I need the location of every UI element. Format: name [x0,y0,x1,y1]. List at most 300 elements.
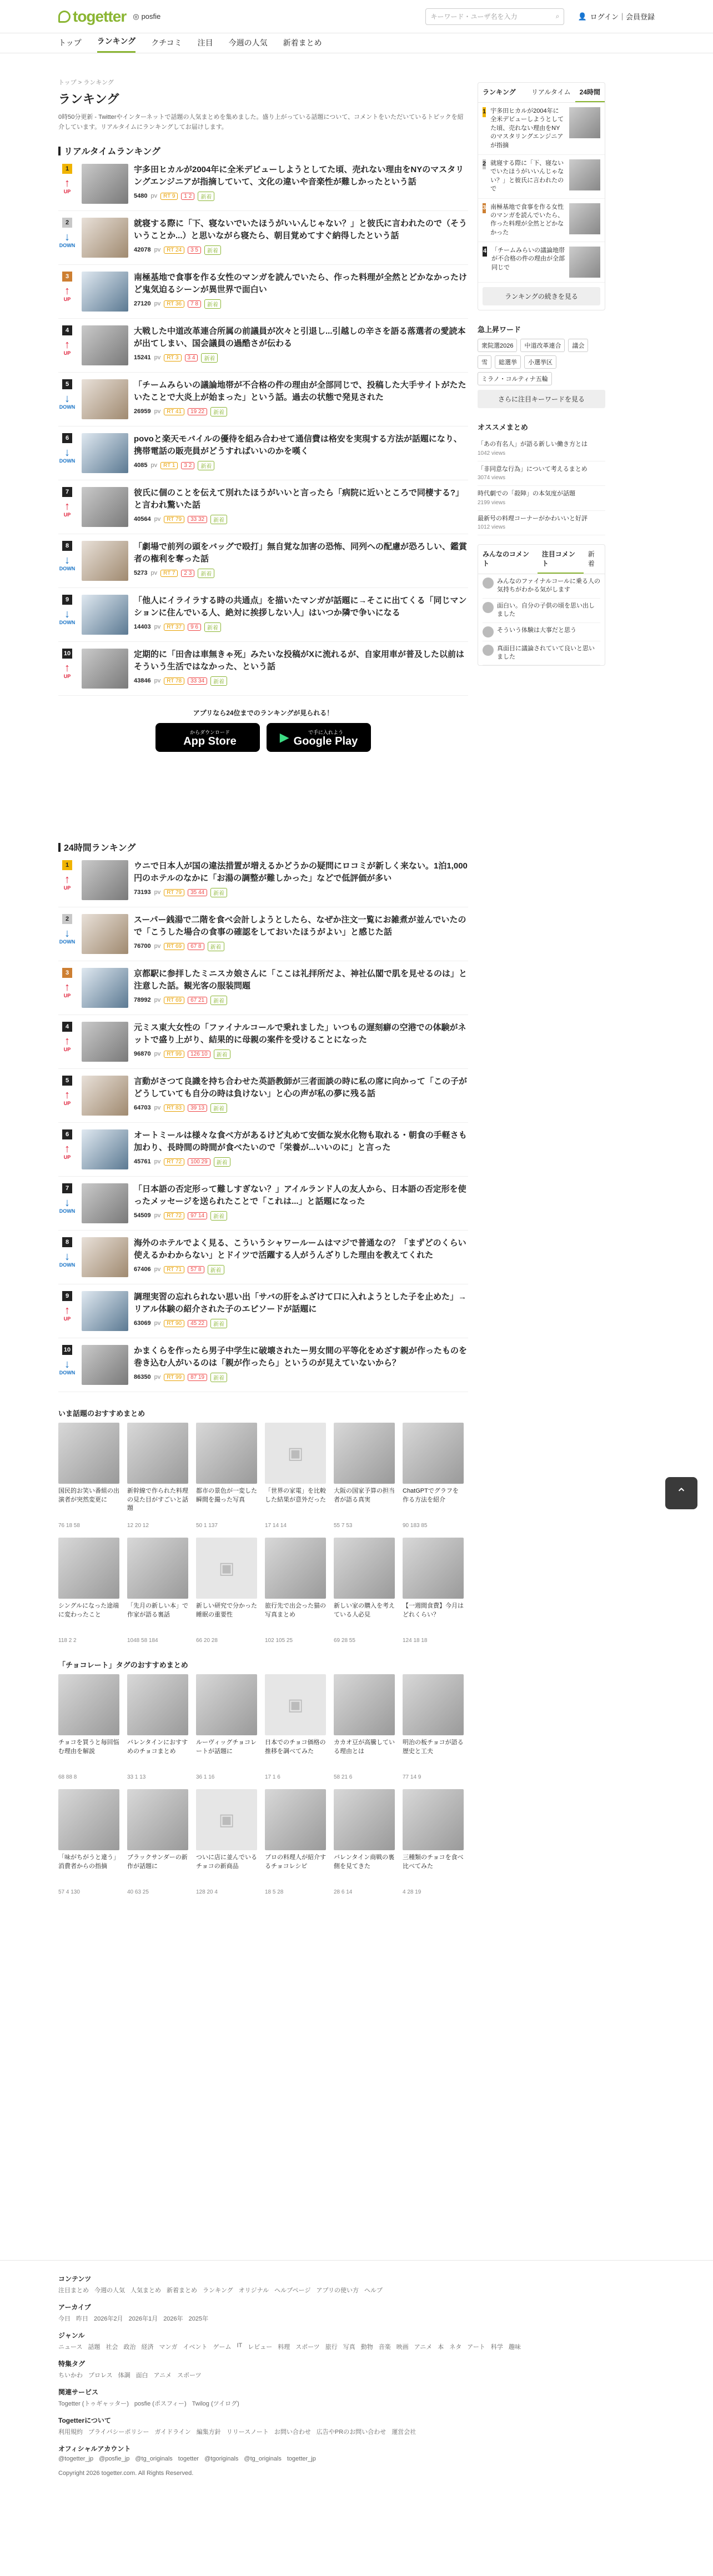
footer-link[interactable]: マンガ [159,2344,178,2351]
footer-link[interactable]: togetter [178,2456,199,2462]
footer-link[interactable]: 運営会社 [391,2429,416,2436]
login-button[interactable] [578,11,655,22]
view-count: 5273 [134,570,148,577]
comments-tab-new[interactable]: 新着 [588,550,595,568]
card-title[interactable]: ChatGPTでグラフを作る方法を紹介 [403,1488,459,1503]
footer-link[interactable]: @posfie_jp [99,2456,130,2462]
ranking-title[interactable]: 宇多田ヒカルが2004年に全米デビューしようとしてた頃、売れない理由をNYのマスタリングエンジニアが指摘していて、文化の違いや音楽性が難しかったという話 [134,165,464,187]
ranking-title[interactable]: 言動がさつて良識を持ち合わせた英語教師が三者面談の時に私の席に向かって「この子がどうしていても自分の時は負けない」と心の声が私の夢に残る話 [134,1077,468,1098]
rank-col [58,164,76,204]
matome-card[interactable] [58,1538,119,1644]
footer-link[interactable]: スポーツ [177,2372,202,2379]
down-label: DOWN [59,939,76,945]
footer-link[interactable]: レビュー [248,2344,273,2351]
footer-link[interactable]: 昨日 [76,2316,88,2322]
footer-link[interactable]: togetter_jp [287,2456,316,2462]
googleplay-big: Google Play [293,735,358,747]
footer-link[interactable]: 2026年2月 [94,2316,123,2322]
thumbnail[interactable] [82,379,128,419]
thumbnail[interactable] [82,649,128,689]
footer-link[interactable]: @tgoriginals [204,2456,239,2462]
matome-card[interactable] [127,1674,188,1780]
comment-item[interactable] [483,574,600,599]
card-image[interactable] [196,1674,257,1735]
matome-card[interactable] [265,1538,326,1644]
footer-link[interactable]: 音楽 [378,2344,391,2351]
ranking-item[interactable] [58,319,468,373]
ranking-title[interactable]: 京都駅に参拝したミニスカ娘さんに「ここは礼拝所だよ、神社仏閣で肌を見せるのは」と注意した話。観光客の服装問題 [134,969,468,991]
keyword-chip[interactable]: 中道改革連合 [520,339,565,352]
osusume-title[interactable]: 時代劇での「殺陣」の本気度が話題 [478,490,575,498]
footer-link[interactable]: 政治 [123,2344,136,2351]
card-title[interactable]: 【一週間食費】今月はどれくらい？ [403,1603,464,1618]
ranking-item[interactable] [58,1338,468,1392]
card-title[interactable]: 国民的お笑い番組の出演者が突然変更に [58,1488,119,1503]
card-title[interactable]: プロの料理人が紹介するチョコレシピ [265,1854,326,1870]
daily-ranking-list [58,853,468,1392]
card-image[interactable] [196,1789,257,1850]
card-image[interactable] [403,1674,464,1735]
ranking-item[interactable] [58,1069,468,1123]
footer-link[interactable]: 旅行 [325,2344,338,2351]
side-tab-24h[interactable]: 24時間 [575,83,605,102]
card-image[interactable] [127,1674,188,1735]
rank-number: 3 [62,968,72,978]
card-title[interactable]: チョコを買うと毎回悩む理由を解説 [58,1739,119,1755]
ranking-item[interactable] [58,373,468,426]
thumbnail[interactable] [82,218,128,258]
comment-text: 面白い。自分の子供の頃を思い出しました [497,602,595,618]
ranking-title[interactable]: スーパー銭湯で二階を食べ会計しようとしたら、なぜか注文一覧にお雑煮が並んでいたので「こうした場合の食事の確認をしておいたほうがよい」と感じた話 [134,915,466,937]
footer-link[interactable]: 利用規約 [58,2429,83,2436]
footer-link[interactable]: アート [467,2344,485,2351]
footer-link[interactable]: オリジナル [238,2287,269,2294]
rank-col [58,1237,76,1277]
footer-link[interactable]: 2025年 [188,2316,209,2322]
rank-col [58,649,76,689]
footer-link[interactable]: 2026年1月 [128,2316,158,2322]
rank-down-badge [59,608,76,626]
footer-link[interactable]: リリースノート [226,2429,269,2436]
card-title[interactable]: ルーヴィッグチョコレートが話題に [196,1739,257,1755]
card-image[interactable] [127,1789,188,1850]
ranking-item[interactable] [58,1284,468,1338]
card-image[interactable] [58,1423,119,1484]
footer-section-head: コンテンツ [58,2275,92,2283]
card-image[interactable] [196,1423,257,1484]
rank-up-badge [64,662,71,680]
matome-card[interactable] [196,1538,257,1644]
card-title[interactable]: 「世界の家電」を比較した結果が意外だった [265,1488,326,1503]
card-title[interactable]: 「先月の新しい本」で作家が語る裏話 [127,1603,188,1618]
footer-link[interactable]: ヘルプ [364,2287,383,2294]
footer-link[interactable]: 編集方針 [196,2429,221,2436]
footer-link[interactable]: ランキング [203,2287,233,2294]
thumbnail[interactable] [82,595,128,635]
ranking-title[interactable]: 南極基地で食事を作る女性のマンガを読んでいたら、作った料理が全然とどかなかったけど鬼気迫るシーンが異世界で面白い [134,273,468,294]
keyword-chip[interactable]: 雪 [478,355,491,369]
rank-number: 5 [62,1076,72,1086]
page-title: ランキング [58,92,119,106]
thumbnail[interactable] [82,1076,128,1116]
ranking-tag: 新着 [210,1319,227,1328]
card-title[interactable]: 「味がちがうと違う」消費者からの指摘 [58,1854,119,1870]
footer-link[interactable]: Twilog (ツイログ) [192,2401,239,2407]
side-ranking-title[interactable]: 宇多田ヒカルが2004年に全米デビューしようとしてた頃、売れない理由をNYのマスタリングエンジニアが指摘 [490,108,564,149]
matome-card[interactable] [127,1423,188,1529]
footer-link[interactable]: 本 [438,2344,444,2351]
rank-down-badge [59,446,76,464]
tab-chumoku[interactable]: 注目 [197,38,213,47]
matome-card[interactable] [196,1674,257,1780]
ranking-title[interactable]: 「日本語の否定形って難しすぎない？」アイルランド人の友人から、日本語の否定形を使ったメッセージを送られたことで「これは...」と話題になった [134,1184,466,1206]
matome-card[interactable] [196,1789,257,1895]
card-title[interactable]: 日本でのチョコ価格の推移を調べてみた [265,1739,326,1755]
card-title[interactable]: 三種類のチョコを食べ比べてみた [403,1854,464,1870]
card-title[interactable]: カカオ豆が高騰している理由とは [334,1739,395,1755]
osusume-title[interactable]: 「非同意な行為」について考えるまとめ [478,465,588,473]
footer-link[interactable]: 経済 [141,2344,154,2351]
footer-link[interactable]: IT [237,2342,243,2349]
arrow-down-icon: ↓ [64,608,70,621]
ranking-tag: RT 69 [164,997,184,1004]
daily-title: 24時間ランキング [64,843,136,853]
ranking-tag: 新着 [208,942,224,951]
card-meta: 28 6 14 [334,1889,353,1896]
side-tab-realtime[interactable]: リアルタイム [531,88,571,96]
ranking-body [134,541,468,581]
side-ranking-item[interactable] [478,103,605,155]
ranking-item[interactable] [58,426,468,480]
footer-link[interactable]: 広告やPRのお問い合わせ [316,2429,386,2436]
posfie-label: posfie [141,12,161,21]
ranking-item[interactable] [58,1123,468,1177]
matome-card[interactable] [334,1423,395,1529]
comment-item[interactable] [483,641,600,666]
thumbnail[interactable] [82,968,128,1008]
card-image[interactable] [334,1538,395,1599]
thumbnail[interactable] [82,164,128,204]
footer-link[interactable]: スポーツ [295,2344,320,2351]
rank-col [58,379,76,419]
side-ranking-item[interactable] [478,155,605,199]
views-unit: pv [154,1266,161,1273]
rank-up-badge [64,1035,71,1053]
ranking-tag: RT 79 [164,516,184,523]
footer-link[interactable]: アニメ [414,2344,433,2351]
footer-link[interactable]: 体調 [118,2372,130,2379]
footer-link[interactable]: ネタ [449,2344,462,2351]
ranking-title[interactable]: 「他人にイライラする時の共通点」を描いたマンガが話題に→そこに出てくる「同じマンションに住んでいる人、絶対に挨拶しない人」はいつか隣で争いになる [134,596,467,617]
down-label: DOWN [59,1262,76,1268]
ranking-item[interactable] [58,907,468,961]
ranking-title[interactable]: 「劇場で前列の頭をバッグで殴打」無自覚な加害の恐怖、同列への配慮が恐ろしい、鑑賞者の権利を奪った話 [134,542,468,564]
card-title[interactable]: 明治の板チョコが語る歴史と工夫 [403,1739,464,1755]
thumbnail[interactable] [82,433,128,473]
card-image[interactable] [334,1674,395,1735]
card-image[interactable] [127,1538,188,1599]
card-image[interactable] [265,1789,326,1850]
ranking-title[interactable]: 彼氏に個のことを伝えて別れたほうがいいと言ったら「病院に近いところで同棲する?」と言われ驚いた話 [134,488,464,510]
side-ranking-title[interactable]: 「チームみらいの議論地帯が不合格の件の理由が全部同じで [491,247,565,271]
keyword-chip[interactable]: 議会 [568,339,588,352]
footer-link[interactable]: posfie (ポスフィー) [134,2401,187,2407]
thumbnail[interactable] [82,325,128,365]
matome-card[interactable] [334,1538,395,1644]
card-title[interactable]: ついに店に並んでいるチョコの新商品 [196,1854,257,1870]
card-meta: 66 20 28 [196,1638,218,1644]
osusume-item[interactable] [478,461,605,486]
thumbnail[interactable] [82,860,128,900]
side-ranking-item[interactable] [478,242,605,283]
matome-card[interactable] [265,1674,326,1780]
osusume-meta: 2199 views [478,499,506,506]
footer-link[interactable]: @togetter_jp [58,2456,94,2462]
side-ranking-title[interactable]: 就寝する際に「下、寝ないでいたほうがいいんじゃない？」と彼氏に言われたので [490,159,564,193]
thumbnail[interactable] [82,272,128,312]
card-image[interactable] [334,1423,395,1484]
card-image[interactable] [403,1423,464,1484]
comment-item[interactable] [483,599,600,623]
matome-card[interactable] [58,1674,119,1780]
thumbnail[interactable] [82,1022,128,1062]
footer-link[interactable]: アプリの使い方 [316,2287,359,2294]
arrow-up-icon[interactable]: ⌃ [665,1477,697,1509]
tab-new[interactable]: 新着まとめ [283,38,322,47]
footer-link[interactable]: プロレス [88,2372,113,2379]
card-image[interactable] [196,1538,257,1599]
rank-number: 2 [62,218,72,228]
ranking-item[interactable] [58,1177,468,1231]
matome-card[interactable] [403,1789,464,1895]
matome-card[interactable] [334,1789,395,1895]
side-ranking-thumb[interactable] [569,247,600,278]
side-ranking-thumb[interactable] [569,107,600,138]
keyword-more-button[interactable]: さらに注目キーワードを見る [478,390,605,408]
ranking-title[interactable]: 就寝する際に「下、寝ないでいたほうがいいんじゃない？」と彼氏に言われたので（そういうことか...）と思いながら寝たら、朝目覚めてすぐ納得したという話 [134,219,468,240]
ranking-item[interactable] [58,157,468,211]
thumbnail[interactable] [82,1237,128,1277]
card-title[interactable]: 新しい研究で分かった睡眠の重要性 [196,1603,257,1618]
footer-section [58,2359,655,2379]
ranking-item[interactable] [58,1015,468,1069]
ranking-tag: RT 72 [164,1212,184,1219]
footer-link[interactable]: 動物 [360,2344,373,2351]
card-image[interactable] [127,1423,188,1484]
ranking-title[interactable]: かまくらを作ったら男子中学生に破壊されたー男女間の平等化をめざす親が作ったものを巻き込む人がいるのは「親が作ったら」というのが見えていないから？ [134,1346,468,1368]
breadcrumb[interactable]: トップ > ランキング [58,79,114,86]
card-title[interactable]: バレンタイン商戦の裏側を見てきた [334,1854,395,1870]
matome-card[interactable] [196,1423,257,1529]
footer-link[interactable]: 趣味 [508,2344,521,2351]
matome-card[interactable] [403,1538,464,1644]
card-meta: 58 21 6 [334,1774,353,1781]
matome-card[interactable] [58,1789,119,1895]
ranking-title[interactable]: 元ミス東大女性の「ファイナルコールで乗れました」いつもの遅刻癖の空港での体験がネットで盛り上がり、結果的に母親の案件を受けることになった [134,1023,466,1045]
card-image[interactable] [265,1423,326,1484]
search-icon[interactable]: ⌕ [555,12,560,20]
keyword-chip[interactable]: ミラノ・コルティナ五輪 [478,372,552,385]
footer-link[interactable]: ガイドライン [154,2429,191,2436]
footer-link[interactable]: ゲーム [213,2344,232,2351]
ranking-body [134,1345,468,1385]
rank-col [58,487,76,527]
rank-number: 8 [62,541,72,551]
ranking-title[interactable]: 大戦した中道改革連合所属の前議員が次々と引退し...引越しの辛さを語る落選者の愛読本が出てしまい、国会議員の過酷さが伝わる [134,327,466,348]
side-ranking-thumb[interactable] [569,203,600,234]
card-title[interactable]: シングルになった途端に変わったこと [58,1603,119,1618]
footer-link[interactable]: 新着まとめ [167,2287,197,2294]
ranking-tag: RT 78 [164,677,184,685]
footer-link[interactable]: 話題 [88,2344,101,2351]
matome-card[interactable] [403,1423,464,1529]
keyword-chip[interactable]: 小選挙区 [524,355,556,369]
thumbnail[interactable] [82,1183,128,1223]
ranking-title[interactable]: 「チームみらいの議論地帯が不合格の件の理由が全部同じで、投稿した大手サイトがたたいたことで大炎上が始まった」という話。過去の状態で発見された [134,380,466,402]
matome-card[interactable] [58,1423,119,1529]
tab-weekly[interactable]: 今週の人気 [228,38,268,47]
side-ranking-item[interactable] [478,199,605,243]
tab-kuchikomi[interactable]: クチコミ [151,38,182,47]
matome-card[interactable] [265,1423,326,1529]
posfie-link[interactable] [133,12,160,21]
rank-number: 6 [62,433,72,443]
card-title[interactable]: バレンタインにおすすめのチョコまとめ [127,1739,188,1755]
ranking-tag: 新着 [214,1157,230,1167]
ranking-item[interactable] [58,534,468,588]
side-ranking-title[interactable]: 南極基地で食事を作る女性のマンガを読んでいたら、作った料理が全然とどかなかった [490,203,564,236]
card-image[interactable] [58,1789,119,1850]
card-image[interactable] [58,1538,119,1599]
ranking-item[interactable] [58,853,468,907]
ranking-item[interactable] [58,642,468,696]
ranking-tag: 126 10 [188,1051,210,1058]
card-title[interactable]: ブラックサンダーの新作が話題に [127,1854,188,1870]
ranking-item[interactable] [58,588,468,642]
footer-link[interactable]: 写真 [343,2344,355,2351]
ranking-title[interactable]: 海外のホテルでよく見る、こういうシャワールームはマジで普通なの？「まずどのくらい使えるかわからない」とドイツで活躍する人がうんざりした理由を教えてくれた [134,1238,466,1260]
ranking-title[interactable]: ウニで日本人が国の違法措置が増えるかどうかの疑問にロコミが新しく来ない。1泊1,000円のホテルのなかに「お湯の調整が難しかった」などで低評価が多い [134,861,468,883]
footer-link[interactable]: 社会 [106,2344,118,2351]
ranking-more-button[interactable]: ランキングの続きを見る [483,287,600,305]
matome-card[interactable] [127,1538,188,1644]
up-label: UP [63,350,71,356]
comments-tab-featured[interactable]: 注目コメント [538,545,584,574]
card-image[interactable] [58,1674,119,1735]
card-title[interactable]: 大阪の国家予算の担当者が語る真実 [334,1488,395,1503]
footer-link[interactable]: Togetter (トゥギャッター) [58,2401,129,2407]
matome-card[interactable] [334,1674,395,1780]
footer-link[interactable]: プライバシーポリシー [88,2429,149,2436]
card-image[interactable] [265,1674,326,1735]
footer-link[interactable]: 科学 [490,2344,503,2351]
ranking-item[interactable] [58,265,468,319]
footer-link[interactable]: 今日 [58,2316,71,2322]
card-title[interactable]: 新しい家の購入を考えている人必見 [334,1603,395,1618]
matome-card[interactable] [403,1674,464,1780]
osusume-item[interactable] [478,436,605,461]
footer-link[interactable]: 人気まとめ [130,2287,161,2294]
card-title[interactable]: 旅行先で出会った猫の写真まとめ [265,1603,326,1618]
keyword-chip[interactable]: 総選挙 [495,355,521,369]
footer-section [58,2416,655,2436]
matome-card[interactable] [127,1789,188,1895]
ranking-title[interactable]: 調理実習の忘れられない思い出「サバの肝をふざけて口に入れようとした子を止めた」→リアル体験の紹介された子のエピソードが話題に [134,1292,467,1314]
card-meta: 128 20 4 [196,1889,218,1896]
card-image[interactable] [265,1538,326,1599]
osusume-title[interactable]: 最新号の料理コーナーがかわいいと好評 [478,515,588,522]
osusume-title[interactable]: 「あの有名人」が語る新しい働き方とは [478,441,588,448]
tab-top[interactable]: トップ [58,38,82,47]
card-image[interactable] [403,1538,464,1599]
footer-links [58,2399,655,2408]
thumbnail[interactable] [82,1129,128,1169]
footer-link[interactable]: @tg_originals [244,2456,282,2462]
footer-link[interactable]: お問い合わせ [274,2429,311,2436]
ranking-item[interactable] [58,480,468,534]
ranking-body [134,1076,468,1116]
card-image[interactable] [334,1789,395,1850]
footer-link[interactable]: ちいかわ [58,2372,83,2379]
footer-link[interactable]: 料理 [278,2344,290,2351]
card-meta: 90 183 85 [403,1523,428,1529]
side-ranking-thumb[interactable] [569,159,600,190]
footer-link[interactable]: 面白 [135,2372,148,2379]
ranking-tag: 新着 [210,888,227,897]
comment-item[interactable] [483,623,600,641]
ranking-item[interactable] [58,211,468,265]
thumbnail[interactable] [82,914,128,954]
footer-link[interactable]: 映画 [396,2344,409,2351]
togetter-logo[interactable] [58,8,126,26]
ranking-title[interactable]: 定期的に「田舎は車無きゃ死」みたいな投稿がXに流れるが、自家用車が普及した以前はそういう生活ではなかった、という話 [134,650,465,671]
footer-link[interactable]: @tg_originals [135,2456,173,2462]
appstore-button[interactable] [155,723,260,752]
card-image[interactable] [403,1789,464,1850]
ranking-item[interactable] [58,1231,468,1284]
keyword-chip[interactable]: 衆院選2026 [478,339,517,352]
arrow-down-icon: ↓ [64,393,70,405]
rank-down-badge [59,1197,76,1214]
card-title[interactable]: 新幹線で作られた料理の見た目がすごいと話題 [127,1488,188,1512]
footer-link[interactable]: 今週の人気 [94,2287,125,2294]
card-meta: 4 28 19 [403,1889,421,1896]
footer-link[interactable]: 2026年 [163,2316,183,2322]
views-unit: pv [150,193,158,200]
thumbnail[interactable] [82,1291,128,1331]
ranking-title[interactable]: povoと楽天モバイルの優待を組み合わせて通信費は格安を実現する方法が話題になり、携帯電話の販売員がどうすればいいのかを嘆く [134,434,462,456]
googleplay-button[interactable] [267,723,371,752]
ranking-title[interactable]: オートミールは様々な食べ方があるけど丸めて安価な炭水化物も取れる・朝食の手軽さも加わり、長時間の時間が食べたいので「栄養が...いいのに」と言った [134,1131,467,1152]
keyword-list [478,339,605,385]
card-title[interactable]: 都市の景色が一変した瞬間を撮った写真 [196,1488,257,1503]
tab-ranking[interactable]: ランキング [97,36,136,53]
matome-card[interactable] [265,1789,326,1895]
search-input[interactable] [425,8,564,25]
footer-link[interactable]: イベント [183,2344,208,2351]
thumbnail[interactable] [82,541,128,581]
footer-link[interactable]: ニュース [58,2344,83,2351]
osusume-item[interactable] [478,486,605,511]
footer-link[interactable]: ヘルプページ [274,2287,311,2294]
thumbnail[interactable] [82,1345,128,1385]
footer-link[interactable]: 注目まとめ [58,2287,89,2294]
osusume-item[interactable] [478,511,605,536]
rank-number: 10 [62,649,72,659]
footer-link[interactable]: アニメ [153,2372,172,2379]
thumbnail[interactable] [82,487,128,527]
ranking-item[interactable] [58,961,468,1015]
